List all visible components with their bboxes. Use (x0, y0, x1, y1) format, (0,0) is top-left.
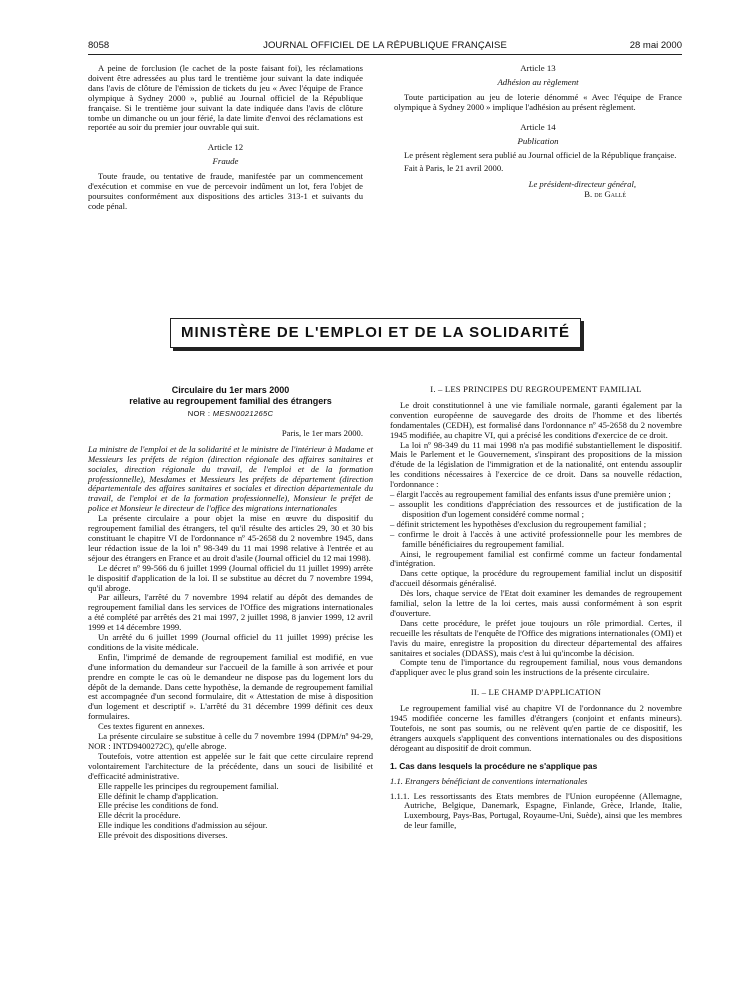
section-2-title: II. – LE CHAMP D'APPLICATION (470, 687, 602, 698)
claims-paragraph: A peine de forclusion (le cachet de la poste faisant foi), les réclamations doivent être adressées au plus tard le trentième jour suivant la date indiquée dans l'avis de clôture de l'émission de tickets du jeu « Avec l'équipe de France olympique à Sydney 2000 », publié au Journal officiel de la République française. Si le trentième jour suivant la date indiquée dans l'avis de clôture tombe un dimanche ou un jour férié, la date limite d'envoi des réclamations est reportée au soir du premier jour ouvrable qui suit. (88, 63, 363, 133)
page-header (88, 40, 682, 55)
section-paragraph: La loi nº 98-349 du 11 mai 1998 n'a pas modifié substantiellement le dispositif. Mais le Parlement et le Gouvernement, s'inspirant des propositions de la mission d'étude de la législation de l'immigration et de la nationalité, ont entendu assouplir les conditions nécessaires à l'exercice de ce droit. Dans sa nouvelle rédaction, l'ordonnance : (390, 439, 682, 490)
top-left-column (88, 64, 363, 212)
circulaire-paragraph: La présente circulaire a pour objet la mise en œuvre du dispositif du regroupement familial des étrangers, tel qu'il résulte des articles 29, 30 et 30 bis constituant le chapitre VI de l'ordonnance nº 45-2658 du 2 novembre 1945, dans leur rédaction issue de la loi nº 98-349 du 11 mai 1998 relative à l'entrée et au séjour des étrangers en France et au droit d'asile (Journal officiel du 12 mai 1998). (88, 513, 373, 563)
circulaire-paragraph: Elle définit le champ d'application. (98, 790, 219, 801)
list-item: – confirme le droit à l'accès à une activité professionnelle pour les membres de famille bénéficiaires du regroupement familial. (390, 528, 682, 549)
section-paragraph: Compte tenu de l'importance du regroupement familial, nous vous demandons d'appliquer avec le plus grand soin les instructions de la présente circulaire. (390, 657, 682, 678)
circulaire-paragraph: Le décret nº 99-566 du 6 juillet 1999 (Journal officiel du 11 juillet 1999) arrête le dispositif d'application de la loi. Il se substitue au décret du 7 novembre 1994, qu'il abroge. (88, 562, 373, 593)
circulaire-paragraph: Enfin, l'imprimé de demande de regroupement familial est modifié, en vue d'une information du demandeur sur l'accueil de la famille à son arrivée et pour prendre en compte le cas où le demandeur ne dispose pas du logement lors du dépôt de la demande. Dans cette hypothèse, la demande de regroupement familial est accompagnée d'un second formulaire, dit « Attestation de mise à disposition d'un logement et descriptif ». L'arrêté du 31 décembre 1999 définit ces deux formulaires. (88, 651, 373, 722)
top-right-column (394, 64, 682, 200)
circulaire-paragraph: Elle indique les conditions d'admission au séjour. (98, 820, 268, 831)
article-14-subtitle: Publication (517, 135, 559, 146)
circulaire-paragraph: Toutefois, votre attention est appelée sur le fait que cette circulaire reprend volontairement l'architecture de la précédente, dans un souci de lisibilité et d'efficacité administrative. (88, 750, 373, 781)
circulaire-paragraph: Ces textes figurent en annexes. (98, 721, 205, 732)
section-paragraph: Ainsi, le regroupement familial est confirmé comme un facteur fondamental d'intégration. (390, 548, 682, 569)
amendments-list (390, 490, 682, 549)
page-number: 8058 (88, 40, 110, 51)
nor-code: MESN0021265C (212, 409, 274, 418)
signatory-title: Le président-directeur général, (528, 179, 636, 190)
circulaire-paragraph: Elle prévoit des dispositions diverses. (98, 830, 228, 841)
journal-title: JOURNAL OFFICIEL DE LA RÉPUBLIQUE FRANÇAISE (263, 40, 507, 51)
principles-column (390, 385, 682, 831)
list-item: – assouplit les conditions d'appréciation des ressources et de justification de la disposition d'un logement considéré comme normal ; (390, 498, 682, 519)
circulaire-paragraph: Elle rappelle les principes du regroupement familial. (98, 780, 279, 791)
nor-label: NOR : (187, 409, 211, 418)
article-12-title: Article 12 (207, 142, 244, 153)
addressees: La ministre de l'emploi et de la solidarité et le ministre de l'intérieur à Madame et Messieurs les préfets de région (direction régionale des affaires sanitaires et sociales, direction régionale du travail, de l'emploi et de la formation professionnelle), Mesdames et Messieurs les préfets de département (direction départementale des affaires sanitaires et sociales et direction départementale du travail, de l'emploi et de la formation professionnelle), Monsieur le préfet de police et Monsieur le directeur de l'office des migrations internationales (88, 443, 373, 514)
list-item: – élargit l'accès au regroupement familial des enfants issus d'une première union ; (390, 489, 671, 500)
article-12-subtitle: Fraude (212, 156, 239, 167)
section-paragraph: Le droit constitutionnel à une vie familiale normale, garanti également par la convention européenne de sauvegarde des droits de l'homme et des libertés fondamentales (CEDH), est formalisé dans l'ordonnance nº 45-2658 du 2 novembre 1945 modifiée, au chapitre VI, qui a précisé les conditions d'exercice de ce droit. (390, 399, 682, 440)
section-paragraph: Dans cette optique, la procédure du regroupement familial inclut un dispositif d'accueil désormais généralisé. (390, 568, 682, 589)
article-14-title: Article 14 (520, 121, 556, 132)
section-paragraph: Dès lors, chaque service de l'Etat doit examiner les demandes de regroupement familial, selon la lettre de la loi certes, mais aussi conformément à son esprit d'ouverture. (390, 588, 682, 618)
circulaire-paragraph: La présente circulaire se substitue à celle du 7 novembre 1994 (DPM/nº 94-29, NOR : INTD9400272C), qu'elle abroge. (88, 731, 373, 751)
nor-reference (88, 409, 373, 419)
signatory-name: B. de Gallé (584, 189, 626, 200)
section-paragraph: Dans cette procédure, le préfet joue toujours un rôle primordial. Certes, il recueille les résultats de l'enquête de l'Office des migrations internationales (OMI) et l'avis du maire, enregistre la proposition du directeur départemental des affaires sanitaires et sociales (DDASS), mais c'est à lui qu'incombe la décision. (390, 617, 682, 658)
section-1-title: I. – LES PRINCIPES DU REGROUPEMENT FAMILIAL (430, 384, 642, 394)
issue-date: 28 mai 2000 (629, 40, 682, 51)
subsection-1-1-1-text: 1.1.1. Les ressortissants des Etats membres de l'Union européenne (Allemagne, Autriche, Belgique, Danemark, Espagne, Finlande, Grèce, Irlande, Italie, Luxembourg, Pays-Bas, Portugal, Royaume-Uni, Suède), ainsi que les membres de leur famille, (390, 790, 682, 831)
circulaire-title-line2: relative au regroupement familial des étrangers (129, 395, 332, 406)
subsection-1-title: 1. Cas dans lesquels la procédure ne s'applique pas (390, 760, 598, 771)
section-paragraph: Le regroupement familial visé au chapitre VI de l'ordonnance du 2 novembre 1945 modifiée concerne les familles d'étrangers (conjoint et enfants mineurs). Toutefois, ne sont pas soumis, ou ne relèvent qu'en partie de ce dispositif, les étrangers auxquels s'appliquent des conventions internationales ou des dispositions dérogeant au dispositif de droit commun. (390, 703, 682, 753)
article-14-text: Le présent règlement sera publié au Journal officiel de la République française. (404, 150, 677, 161)
article-12-text: Toute fraude, ou tentative de fraude, manifestée par un commencement d'exécution et commise en vue de percevoir indûment un lot, fera l'objet de poursuites conformément aux dispositions des articles 313-1 et suivants du code pénal. (88, 171, 363, 211)
list-item: – définit strictement les hypothèses d'exclusion du regroupement familial ; (390, 518, 647, 529)
circulaire-paragraph: Par ailleurs, l'arrêté du 7 novembre 1994 relatif au dépôt des demandes de regroupement familial dans les services de l'Office des migrations internationales a été complété par arrêtés des 21 mai 1997, 2 juillet 1998, 8 janvier 1999, 12 avril 1999 et 14 décembre 1999. (88, 592, 373, 633)
circulaire-title-line1: Circulaire du 1er mars 2000 (171, 385, 290, 395)
circulaire-paragraph: Elle décrit la procédure. (98, 810, 181, 821)
ministry-banner: MINISTÈRE DE L'EMPLOI ET DE LA SOLIDARITÉ (170, 318, 581, 348)
circulaire-column (88, 385, 373, 841)
done-at: Fait à Paris, le 21 avril 2000. (404, 163, 504, 174)
article-13-subtitle: Adhésion au règlement (497, 76, 579, 87)
subsection-1-1-title: 1.1. Etrangers bénéficiant de conventions internationales (390, 775, 588, 786)
circulaire-paragraph: Un arrêté du 6 juillet 1999 (Journal officiel du 11 juillet 1999) précise les conditions de la visite médicale. (88, 632, 373, 652)
circulaire-paragraph: Elle précise les conditions de fond. (98, 800, 219, 811)
article-13-text: Toute participation au jeu de loterie dénommé « Avec l'équipe de France olympique à Sydney 2000 » implique l'adhésion au présent règlement. (394, 91, 682, 112)
article-13-title: Article 13 (520, 63, 556, 73)
circulaire-date: Paris, le 1er mars 2000. (281, 427, 363, 438)
